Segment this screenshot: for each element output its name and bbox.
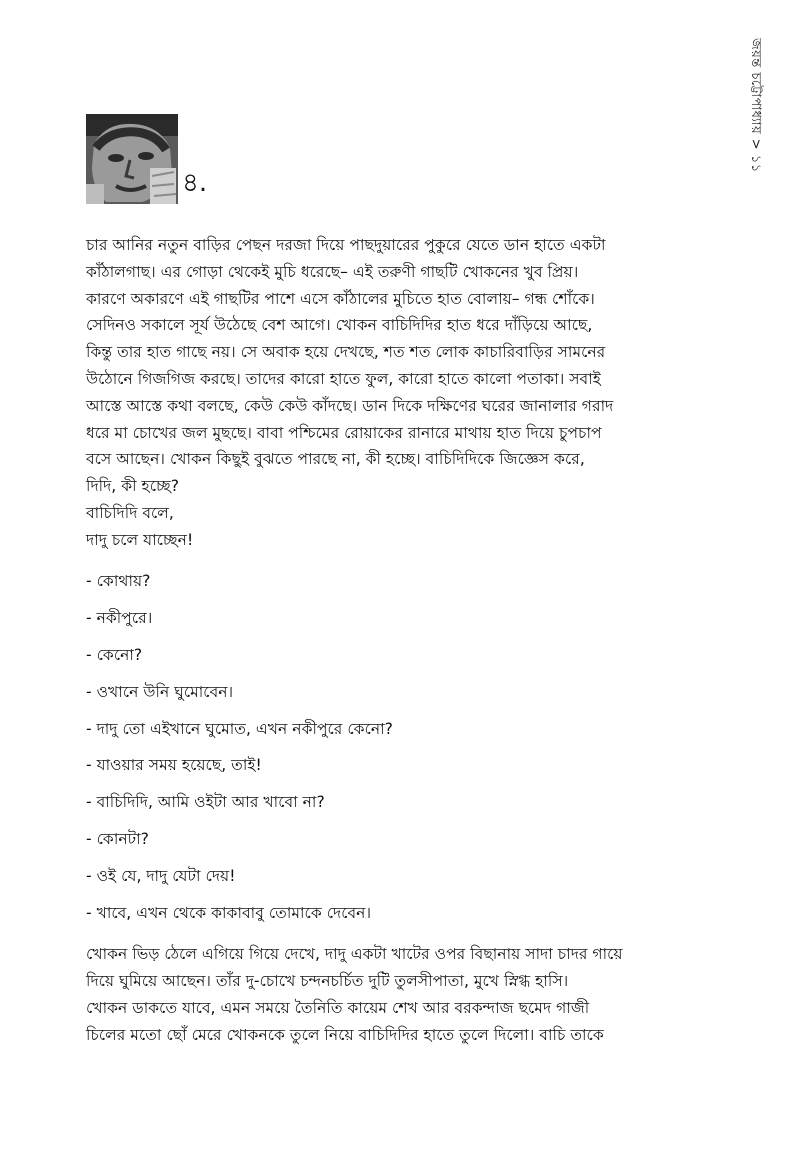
- text-line: দিয়ে ঘুমিয়ে আছেন। তাঁর দু-চোখে চন্দনচর্চিত দুটি তুলসীপাতা, মুখে স্নিগ্ধ হাসি।: [86, 972, 569, 991]
- text-line: দাদু চলে যাচ্ছেন!: [86, 530, 194, 549]
- text-line: খোকন ভিড় ঠেলে এগিয়ে গিয়ে দেখে, দাদু একটা খাটের ওপর বিছানায় সাদা চাদর গায়ে: [86, 945, 623, 964]
- text-line: ধরে মা চোখের জল মুছছে। বাবা পশ্চিমের রোয়াকের রানারে মাথায় হাত দিয়ে চুপচাপ: [86, 423, 602, 442]
- text-line: চার আনির নতুন বাড়ির পেছন দরজা দিয়ে পাছদুয়ারের পুকুরে যেতে ডান হাতে একটা: [86, 236, 606, 254]
- dialogue-line: - ওখানে উনি ঘুমোবেন।: [86, 682, 234, 701]
- text-line: কাঁঠালগাছ। এর গোড়া থেকেই মুচি ধরেছে– এই তরুণী গাছটি খোকনের খুব প্রিয়।: [86, 262, 579, 281]
- author-portrait-image: [86, 114, 178, 204]
- text-line: বাচিদিদি বলে,: [86, 503, 174, 522]
- dialogue-line: - যাওয়ার সময় হয়েছে, তাই!: [86, 756, 262, 775]
- text-line: বসে আছেন। খোকন কিছুই বুঝতে পারছে না, কী হচ্ছে। বাচিদিদিকে জিজ্ঞেস করে,: [86, 450, 585, 469]
- text-line: চিলের মতো ছোঁ মেরে খোকনকে তুলে নিয়ে বাচিদিদির হাতে তুলে দিলো। বাচি তাকে: [86, 1025, 604, 1044]
- text-line: কিন্তু তার হাত গাছে নয়। সে অবাক হয়ে দেখছে, শত শত লোক কাচারিবাড়ির সামনের: [86, 343, 606, 362]
- opening-paragraph: [86, 232, 698, 554]
- text-line: উঠোনে গিজগিজ করছে। তাদের কারো হাতে ফুল, কারো হাতে কালো পতাকা। সবাই: [86, 369, 601, 388]
- dialogue-block: [86, 568, 698, 928]
- dialogue-line: - ওই যে, দাদু যেটা দেয়!: [86, 867, 236, 886]
- dialogue-line: - নকীপুরে।: [86, 608, 153, 627]
- dialogue-line: - কেনো?: [86, 645, 143, 664]
- text-line: আস্তে আস্তে কথা বলছে, কেউ কেউ কাঁদছে। ডান দিকে দক্ষিণের ঘরের জানালার গরাদ: [86, 396, 614, 415]
- chapter-number: ৪.: [182, 168, 208, 198]
- closing-paragraph: [86, 941, 698, 1048]
- text-line: কারণে অকারণে এই গাছটির পাশে এসে কাঁঠালের মুচিতে হাত বোলায়– গন্ধ শোঁকে।: [86, 289, 595, 308]
- dialogue-line: - খাবে, এখন থেকে কাকাবাবু তোমাকে দেবেন।: [86, 904, 372, 923]
- text-line: দিদি, কী হচ্ছে?: [86, 477, 180, 496]
- page-body: [86, 232, 698, 1048]
- text-line: খোকন ডাকতে যাবে, এমন সময়ে তৈনিতি কায়েম শেখ আর বরকন্দাজ ছমেদ গাজী: [86, 998, 590, 1017]
- dialogue-line: - বাচিদিদি, আমি ওইটা আর খাবো না?: [86, 793, 325, 812]
- text-line: সেদিনও সকালে সূর্য উঠেছে বেশ আগে। খোকন বাচিদিদির হাত ধরে দাঁড়িয়ে আছে,: [86, 316, 593, 335]
- dialogue-line: - দাদু তো এইখানে ঘুমোত, এখন নকীপুরে কেনো?: [86, 719, 393, 738]
- running-header: জয়ন্ত চট্টোপাধ্যায় > ১১: [748, 38, 763, 173]
- dialogue-line: - কোনটা?: [86, 830, 149, 849]
- dialogue-line: - কোথায়?: [86, 571, 151, 590]
